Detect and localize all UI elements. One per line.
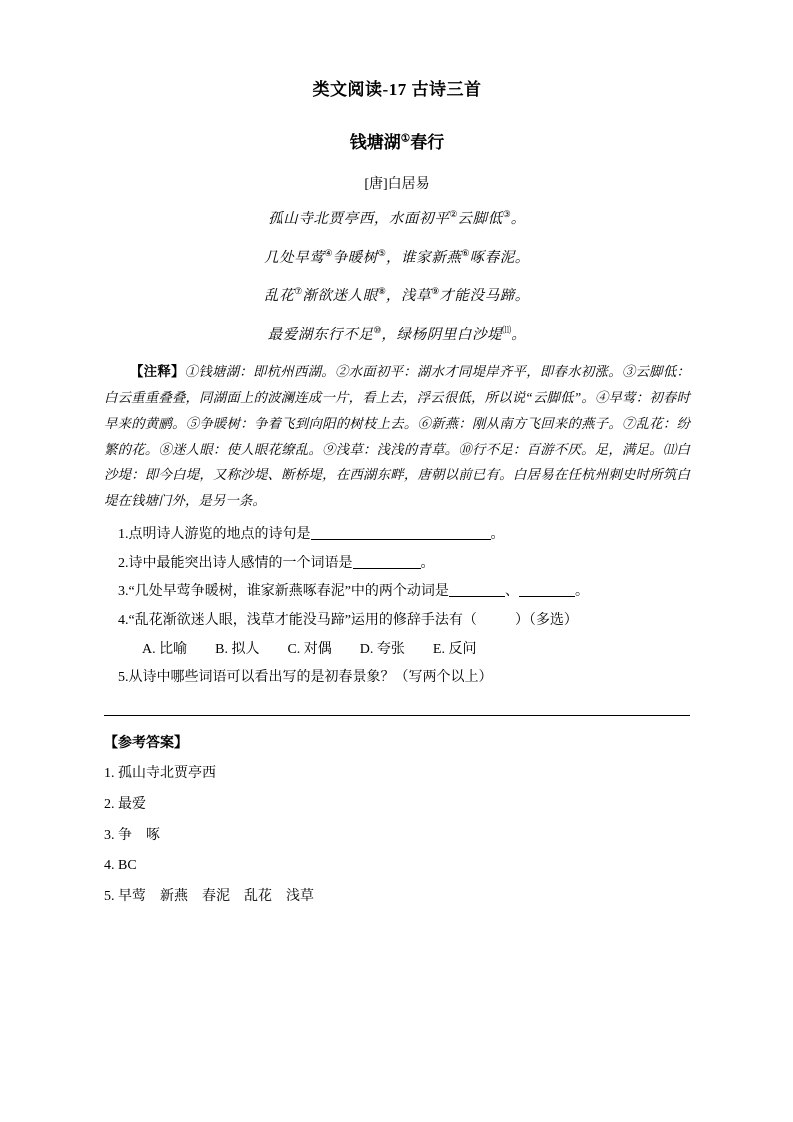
section-divider — [104, 715, 690, 716]
answer-blank-3b[interactable] — [519, 581, 575, 597]
question-3 — [104, 578, 690, 607]
poem-text: 渐欲迷人眼 — [302, 288, 378, 305]
question-number: 3. — [118, 584, 129, 600]
question-number: 5. — [118, 670, 129, 686]
poem-text: 争暖树 — [332, 249, 378, 266]
poem-line — [104, 287, 690, 307]
question-text: “乱花渐欲迷人眼，浅草才能没马蹄”运用的修辞手法有（ — [128, 612, 477, 628]
question-number: 4. — [118, 612, 129, 628]
poem-text: 乱花 — [264, 288, 295, 305]
poem-text: 最爱湖东行不足 — [267, 326, 374, 343]
poem-text: 孤山寺北贾亭西，水面初平 — [268, 211, 450, 228]
footnote-marker-2: ② — [449, 209, 458, 220]
answer-key-label: 【参考答案】 — [104, 735, 188, 751]
answer-item: 2. 最爱 — [104, 797, 146, 812]
poem-author: [唐]白居易 — [364, 176, 430, 192]
poem-line — [104, 249, 690, 269]
footnote-marker-3: ③ — [502, 209, 511, 220]
question-separator: 、 — [504, 584, 519, 600]
question-5 — [104, 664, 690, 693]
footnote-marker-8: ⑧ — [377, 286, 386, 297]
question-tail: 。 — [490, 526, 505, 542]
poem-body — [104, 210, 690, 345]
poem-text: 几处早莺 — [264, 249, 325, 266]
footnote-marker-6: ⑥ — [461, 247, 470, 258]
question-4-options[interactable]: A. 比喻 B. 拟人 C. 对偶 D. 夸张 E. 反问 — [142, 641, 477, 657]
question-text: 诗中最能突出诗人感情的一个词语是 — [128, 555, 353, 571]
poem-text: 啄春泥。 — [469, 249, 530, 266]
question-2 — [104, 550, 690, 579]
notes-text: ①钱塘湖：即杭州西湖。②水面初平：湖水才同堤岸齐平，即春水初涨。③云脚低：白云重重叠叠，同湖面上的波澜连成一片，看上去，浮云很低，所以说“云脚低”。④早莺：初春时早来的黄鹂。⑤争暖树：争着飞到向阳的树枝上去。⑥新燕：刚从南方飞回来的燕子。⑦乱花：纷繁的花。⑧迷人眼：使人眼花缭乱。⑨浅草：浅浅的青草。⑩行不足：百游不厌。足，满足。⑾白沙堤：即今白堤，又称沙堤、断桥堤，在西湖东畔，唐朝以前已有。白居易在任杭州刺史时所筑白堤在钱塘门外，是另一条。 — [104, 364, 690, 509]
poem-title-main: 钱塘湖 — [349, 132, 401, 152]
poem-text: 才能没马蹄。 — [439, 288, 530, 305]
question-number: 1. — [118, 526, 129, 542]
notes-label: 【注释】 — [130, 364, 185, 380]
poem-text: ，浅草 — [385, 288, 432, 305]
page-title: 类文阅读-17 古诗三首 — [312, 80, 482, 99]
answer-blank-2[interactable] — [353, 553, 421, 569]
notes-paragraph — [104, 359, 690, 513]
poem-text: 云脚低 — [457, 211, 503, 228]
poem-text: 。 — [511, 326, 527, 343]
footnote-marker-1: ① — [400, 133, 411, 145]
footnote-marker-10: ⑩ — [373, 325, 382, 336]
answer-item: 5. 早莺 新燕 春泥 乱花 浅草 — [104, 888, 314, 904]
answer-item: 1. 孤山寺北贾亭西 — [104, 766, 216, 782]
question-text: 点明诗人游览的地点的诗句是 — [128, 526, 311, 542]
poem-title — [104, 131, 690, 155]
poem-title-rest: 春行 — [410, 132, 445, 152]
footnote-marker-4: ④ — [324, 247, 333, 258]
poem-line — [104, 326, 690, 346]
question-1 — [104, 521, 690, 550]
poem-line — [104, 210, 690, 230]
question-tail: ）（多选） — [514, 612, 578, 628]
footnote-marker-7: ⑦ — [294, 286, 303, 297]
answer-blank-1[interactable] — [311, 524, 491, 540]
poem-text: 。 — [510, 211, 526, 228]
question-text: 从诗中哪些词语可以看出写的是初春景象？（写两个以上） — [128, 670, 493, 686]
answer-item: 4. BC — [104, 858, 137, 874]
page-content — [104, 0, 690, 912]
question-4 — [104, 607, 690, 636]
answer-blank-3a[interactable] — [449, 581, 505, 597]
answer-item: 3. 争 啄 — [104, 827, 160, 843]
footnote-marker-9: ⑨ — [431, 286, 440, 297]
footnote-marker-11: ⑾ — [502, 325, 512, 336]
footnote-marker-5: ⑤ — [377, 247, 386, 258]
question-tail: 。 — [574, 584, 589, 600]
question-tail: 。 — [420, 555, 435, 571]
answer-key-section — [104, 729, 690, 912]
questions-list — [104, 521, 690, 693]
question-text: “几处早莺争暖树，谁家新燕啄春泥”中的两个动词是 — [128, 584, 449, 600]
question-number: 2. — [118, 555, 129, 571]
poem-text: ，绿杨阴里白沙堤 — [381, 326, 503, 343]
poem-text: ，谁家新燕 — [385, 249, 462, 266]
